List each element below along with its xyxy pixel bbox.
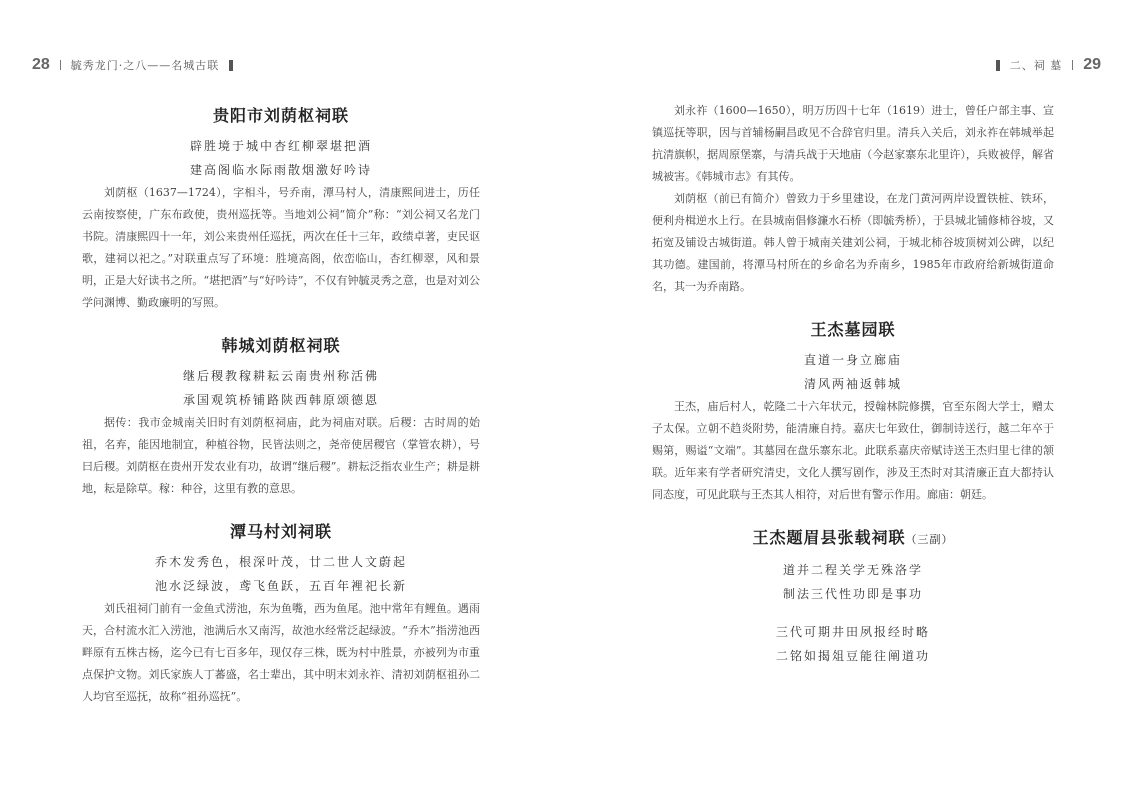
couplet-line: 乔木发秀色，根深叶茂，廿二世人文蔚起	[154, 555, 407, 569]
section-title: 韩城刘荫枢祠联	[221, 336, 341, 355]
page-number: 28	[32, 56, 50, 73]
couplet-line: 二铭如揭俎豆能往阐道功	[775, 649, 930, 663]
header-block-mark	[996, 60, 1000, 71]
left-running-header	[32, 54, 243, 76]
running-head: 二、祠 墓	[1009, 59, 1063, 72]
couplet-line: 继后稷教稼耕耘云南贵州称活佛	[182, 369, 379, 383]
section-title-note: （三副）	[905, 533, 954, 546]
section-title: 潭马村刘祠联	[229, 522, 332, 541]
couplet-line: 道并二程关学无殊洛学	[782, 563, 923, 577]
couplet-line: 建高阁临水际雨散烟激好吟诗	[189, 163, 372, 177]
body-paragraph: 据传：我市金城南关旧时有刘荫枢祠庙，此为祠庙对联。后稷：古时周的始祖，名弃，能因地制宜，种植谷物，民皆法则之，尧帝使居稷官（掌管农耕），号曰后稷。刘荫枢在贵州开发农业有功，故谓“继后稷”。耕耘泛指农业生产；耕是耕地，耘是除草。稼：种谷，这里有教的意思。	[82, 416, 480, 495]
left-text-column	[82, 100, 480, 708]
couplet-line: 直道一身立廊庙	[803, 353, 902, 367]
couplet-line: 池水泛绿波，鸢飞鱼跃，五百年裡祀长新	[154, 579, 407, 593]
right-page	[566, 0, 1133, 799]
left-page	[0, 0, 566, 799]
page-number: 29	[1083, 56, 1101, 73]
header-divider	[1072, 60, 1073, 70]
couplet-line: 制法三代性功即是事功	[782, 587, 923, 601]
couplet-line: 清风两袖返韩城	[803, 377, 902, 391]
couplet-line: 三代可期井田夙报经时略	[775, 625, 930, 639]
right-running-header	[986, 54, 1101, 76]
right-text-column	[652, 100, 1054, 668]
section-title	[652, 526, 1054, 552]
body-paragraph: 刘荫枢（1637—1724），字相斗，号乔南，潭马村人，清康熙间进士，历任云南按察使，广东布政使，贵州巡抚等。当地刘公祠“简介”称：“刘公祠又名龙门书院。清康熙四十一年，刘公来贵州任巡抚，两次在任十三年，政绩卓著，吏民讴歌，建祠以祀之。”对联重点写了环境：胜境高阁，依峦临山，杏红柳翠，风和景明，正是大好读书之所。“堪把酒”与“好吟诗”，不仅有钟毓灵秀之意，也是对刘公学问渊博、勤政廉明的写照。	[82, 186, 480, 309]
section-title-text: 王杰题眉县张载祠联	[752, 528, 906, 547]
body-paragraph: 刘氏祖祠门前有一金鱼式涝池，东为鱼嘴，西为鱼尾。池中常年有鲤鱼。遇雨天，合村流水汇入涝池，池满后水又南泻，故池水经常泛起绿波。“乔木”指涝池西畔原有五株古杨，迄今已有七百多年，现仅存三株，既为村中胜景，亦被列为市重点保护文物。刘氏家族人丁蕃盛，名士辈出，其中明末刘永祚、清初刘荫枢祖孙二人均官至巡抚，故称“祖孙巡抚”。	[82, 602, 480, 703]
couplet-line: 承国观筑桥铺路陕西韩原颂德恩	[182, 393, 379, 407]
section-title: 王杰墓园联	[810, 320, 896, 339]
header-divider	[60, 60, 61, 70]
body-paragraph: 刘永祚（1600—1650），明万历四十七年（1619）进士，曾任户部主事、宣镇巡抚等职，因与首辅杨嗣昌政见不合辞官归里。清兵入关后，刘永祚在韩城举起抗清旗帜，据周原堡寨，与清兵战于天地庙（今赵家寨东北里许），兵败被俘，解省城被害。《韩城市志》有其传。	[652, 104, 1054, 183]
header-block-mark	[229, 60, 233, 71]
couplet-line: 辟胜境于城中杏红柳翠堪把酒	[189, 139, 372, 153]
body-paragraph: 王杰，庙后村人，乾隆二十六年状元，授翰林院修撰，官至东阁大学士，赠太子太保。立朝不趋炎附势，能清廉自持。嘉庆七年致仕，御制诗送行，越二年卒于赐第，赐谥“文端”。其墓园在盘乐寨东北。此联系嘉庆帝赋诗送王杰归里七律的颔联。近年来有学者研究清史，文化人撰写剧作，涉及王杰时对其清廉正直大都持认同态度，可见此联与王杰其人相符，对后世有警示作用。廊庙：朝廷。	[652, 400, 1054, 501]
section-title: 贵阳市刘荫枢祠联	[212, 106, 349, 125]
body-paragraph: 刘荫枢（前已有简介）曾致力于乡里建设，在龙门黄河两岸设置铁桩、铁环，便利舟楫逆水上行。在县城南倡修濂水石桥（即毓秀桥），于县城北铺修柿谷坡，又拓宽及铺设古城街道。韩人曾于城南关建刘公祠，于城北柿谷坡顶树刘公碑，以纪其功德。建国前，将潭马村所在的乡命名为乔南乡，1985年市政府给新城街道命名，其一为乔南路。	[652, 192, 1054, 293]
running-head: 毓秀龙门·之八——名城古联	[70, 59, 220, 72]
